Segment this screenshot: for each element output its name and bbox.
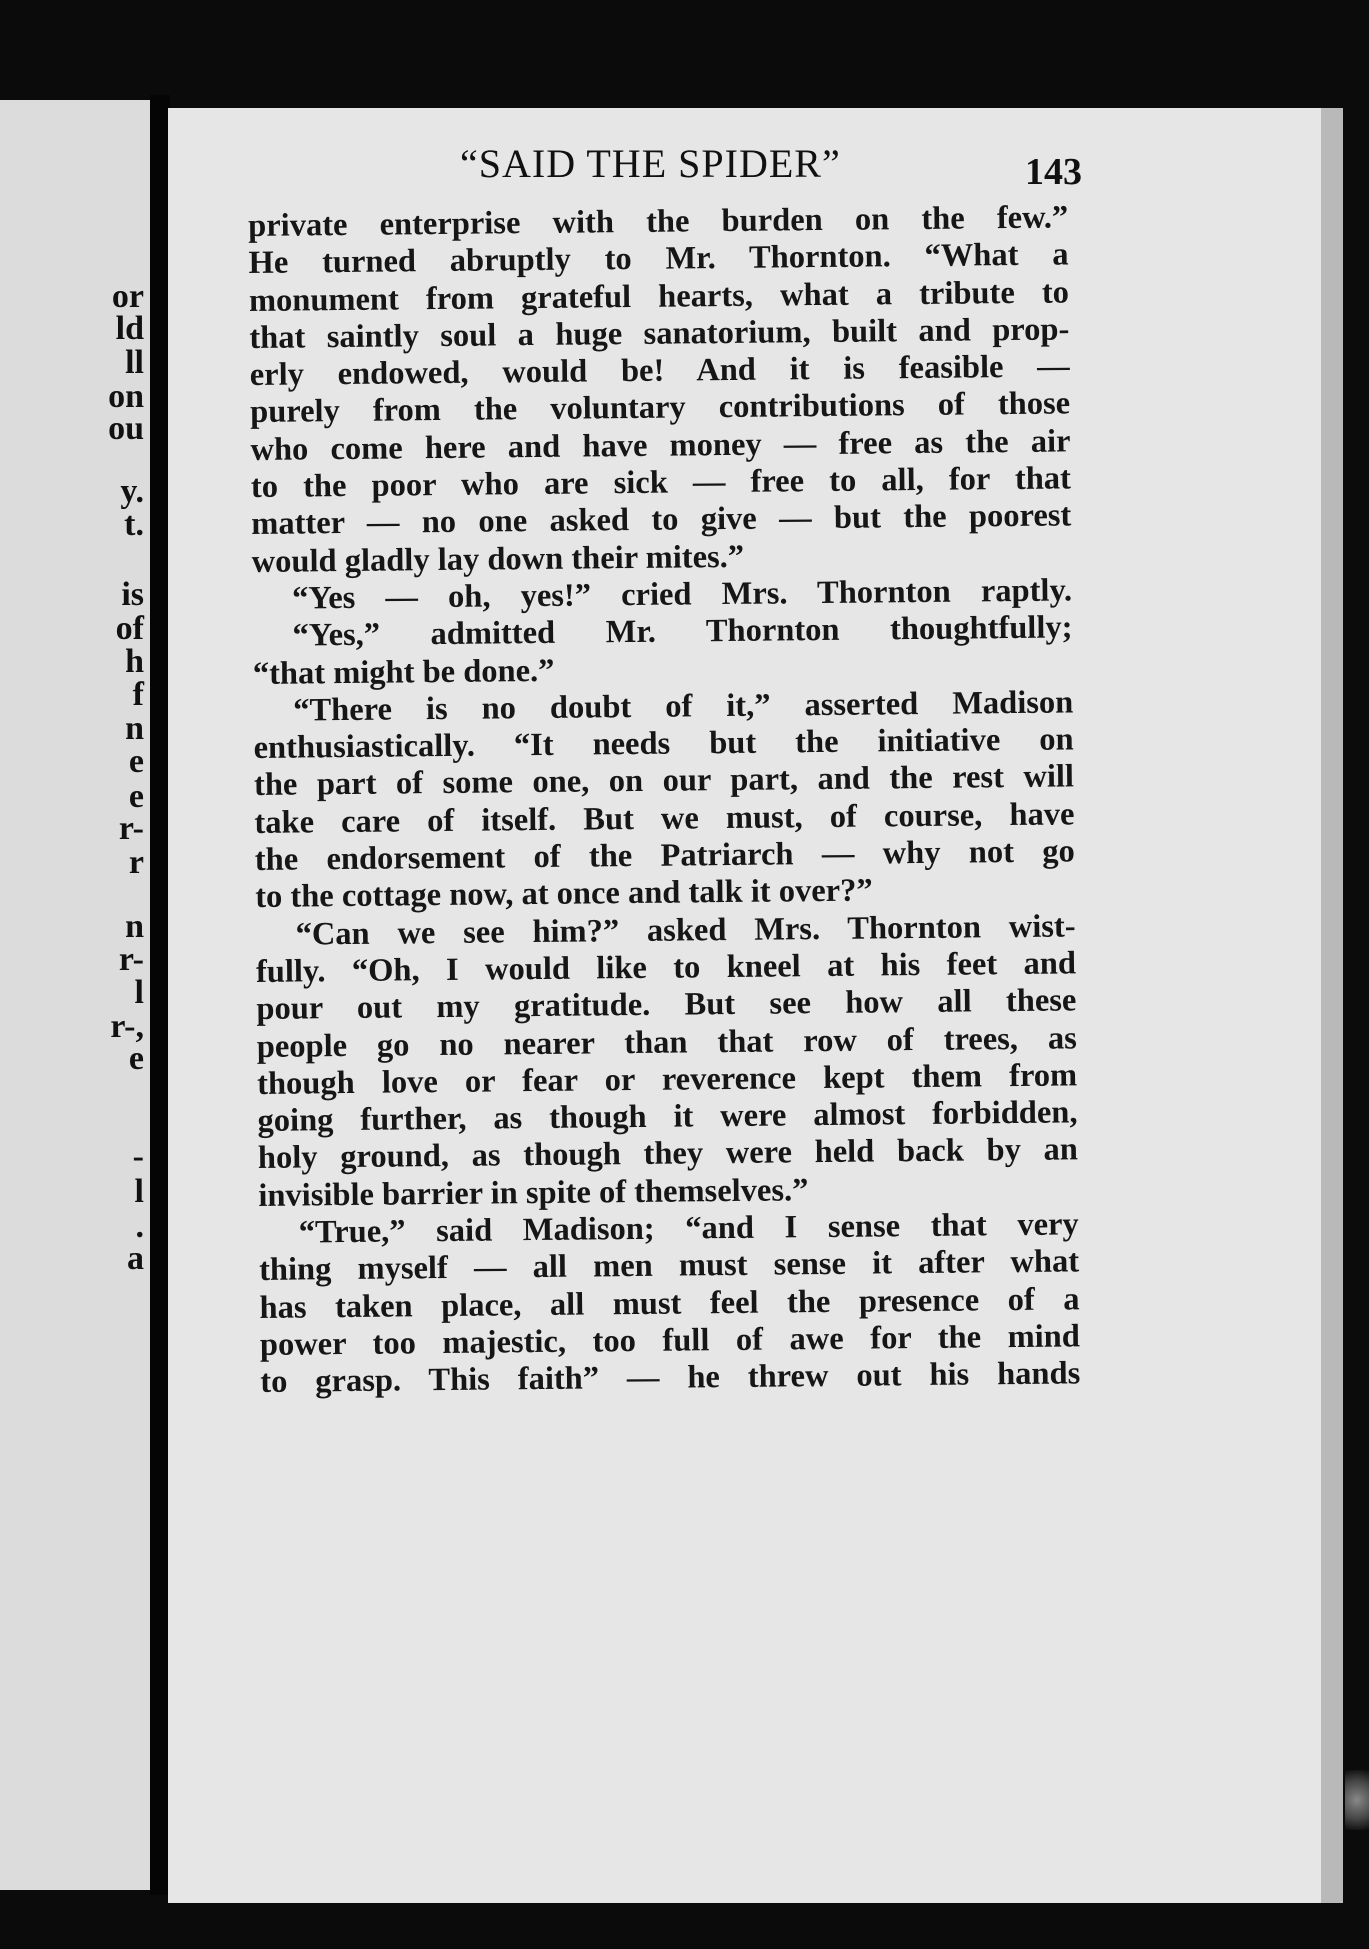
text-line: fully. “Oh, I would like to kneel at his feet and [255, 945, 1077, 990]
left-page-fragment: e [128, 743, 144, 780]
left-page-fragment: . [135, 1208, 144, 1245]
text-line: “Yes,” admitted Mr. Thornton thoughtfully; [292, 609, 1073, 654]
body-text [248, 199, 1080, 1401]
book-gutter [150, 95, 170, 1895]
left-facing-page [0, 100, 150, 1890]
text-line: power too majestic, too full of awe for the mind [259, 1318, 1081, 1363]
text-line: erly endowed, would be! And it is feasible — [249, 348, 1070, 394]
left-page-fragment: n [125, 908, 144, 945]
text-line: thing myself — all men must sense it after what [258, 1243, 1080, 1289]
left-page-fragment: l [134, 1173, 144, 1210]
page-header [292, 140, 1082, 200]
running-head: “SAID THE SPIDER” [460, 141, 841, 186]
text-line: to the poor who are sick — free to all, for that [250, 460, 1072, 506]
left-page-fragment: e [128, 1040, 144, 1077]
text-line: to the cottage now, at once and talk it over?” [255, 872, 873, 916]
text-line: the endorsement of the Patriarch — why not go [254, 833, 1075, 879]
text-line: “True,” said Madison; “and I sense that very [298, 1206, 1079, 1251]
text-line: “Yes — oh, yes!” cried Mrs. Thornton raptly. [291, 572, 1073, 617]
text-line: to grasp. This faith” — he threw out his hands [260, 1355, 1081, 1401]
left-page-fragment: y. [120, 473, 144, 510]
left-page-fragment: r-, [110, 1008, 144, 1045]
text-line: people go no nearer than that row of trees, as [256, 1019, 1077, 1065]
left-page-fragment: r- [118, 810, 144, 847]
left-page-fragment: h [125, 643, 144, 680]
text-line: enthusiastically. “It needs but the initiative on [253, 721, 1074, 767]
left-page-fragment: - [132, 1138, 144, 1175]
text-line: “that might be done.” [252, 652, 555, 692]
text-line: purely from the voluntary contributions of those [249, 385, 1071, 431]
left-page-fragment: ld [115, 310, 144, 347]
scan-artifact [1345, 1770, 1369, 1830]
text-line: He turned abruptly to Mr. Thornton. “What a [248, 236, 1069, 282]
text-line: that saintly soul a huge sanatorium, built and prop- [249, 311, 1070, 356]
text-line: pour out my gratitude. But see how all these [256, 982, 1077, 1028]
left-page-fragment: ou [108, 410, 144, 447]
text-line: “There is no doubt of it,” asserted Madison [293, 684, 1074, 729]
text-line: private enterprise with the burden on the few.” [248, 199, 1069, 244]
text-line: the part of some one, on our part, and the rest will [253, 758, 1075, 804]
left-page-fragment: f [132, 676, 144, 713]
text-line: invisible barrier in spite of themselves.” [258, 1171, 809, 1214]
left-page-fragment: r [128, 844, 144, 881]
text-line: who come here and have money — free as the air [250, 423, 1071, 468]
left-page-fragment: a [127, 1240, 144, 1277]
text-line: though love or fear or reverence kept them from [256, 1057, 1078, 1102]
text-line: going further, as though it were almost forbidden, [257, 1094, 1078, 1140]
left-page-fragment: e [128, 778, 144, 815]
text-line: has taken place, all must feel the presence of a [259, 1280, 1080, 1326]
left-page-fragment: on [108, 378, 144, 415]
text-line: “Can we see him?” asked Mrs. Thornton wist- [295, 908, 1076, 953]
text-line: monument from grateful hearts, what a tribute to [248, 274, 1070, 319]
left-page-fragment: of [115, 610, 144, 647]
left-page-fragment: n [125, 710, 144, 747]
left-page-fragment: t. [124, 506, 144, 543]
text-line: holy ground, as though they were held back by an [257, 1131, 1079, 1177]
left-page-fragment: r- [118, 941, 144, 978]
page-number: 143 [1025, 151, 1082, 193]
text-line: would gladly lay down their mites.” [251, 538, 745, 580]
left-page-fragment: l [134, 974, 144, 1011]
left-page-fragment: is [121, 576, 144, 613]
left-page-fragment: or [111, 278, 144, 315]
left-page-fragment: ll [125, 344, 144, 381]
text-line: take care of itself. But we must, of course, have [254, 796, 1075, 841]
text-line: matter — no one asked to give — but the poorest [251, 497, 1072, 543]
